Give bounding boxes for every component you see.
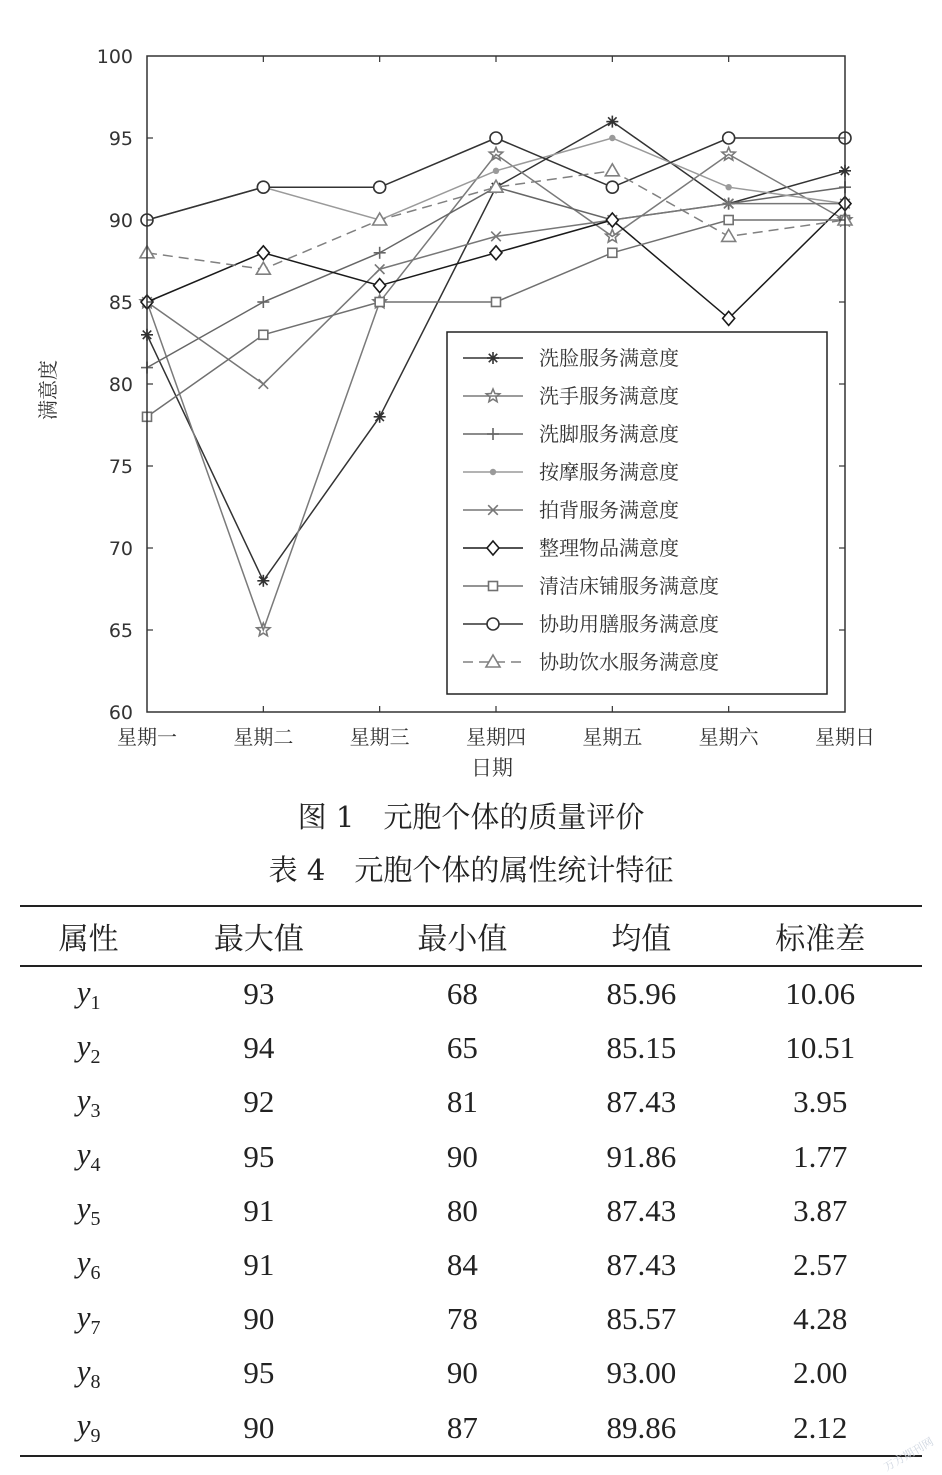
data-point	[605, 164, 619, 176]
legend-marker	[490, 469, 496, 475]
cell-mean: 85.15	[606, 1030, 677, 1066]
table-row	[20, 1401, 922, 1456]
cell-min: 84	[446, 1247, 478, 1283]
variable-subscript: 8	[90, 1371, 101, 1393]
data-point	[723, 132, 735, 144]
data-point	[374, 181, 386, 193]
table-row	[20, 966, 922, 1021]
legend-label: 协助用膳服务满意度	[539, 612, 719, 636]
legend-label: 洗手服务满意度	[539, 384, 679, 408]
cell-max: 93	[243, 976, 275, 1012]
x-tick-label: 星期三	[349, 725, 410, 749]
table-row	[20, 1075, 922, 1129]
cell-attribute	[20, 1346, 157, 1400]
variable-name: $y_8$	[76, 1352, 101, 1393]
cell-std: 1.77	[793, 1138, 848, 1174]
y-tick-label: 95	[108, 128, 133, 150]
x-tick-label: 星期日	[815, 725, 875, 749]
cell-max: 90	[243, 1409, 275, 1445]
variable-name: $y_2$	[76, 1027, 101, 1068]
y-tick-label: 85	[108, 292, 133, 314]
cell-mean: 89.86	[606, 1409, 677, 1445]
x-tick-label: 星期四	[466, 725, 526, 749]
data-point	[374, 411, 386, 423]
data-point	[490, 132, 502, 144]
x-axis-label: 日期	[471, 756, 513, 780]
data-point	[606, 181, 618, 193]
table-row	[20, 1346, 922, 1400]
variable-subscript: 5	[90, 1208, 101, 1231]
x-tick-label: 星期五	[582, 725, 643, 749]
legend-marker	[487, 618, 499, 630]
table-row	[20, 1184, 922, 1238]
cell-std: 3.95	[793, 1084, 848, 1120]
table-header-row	[20, 906, 922, 966]
legend-label: 整理物品满意度	[539, 536, 679, 560]
y-tick-label: 80	[108, 374, 133, 396]
statistics-table	[20, 905, 922, 1457]
cell-min: 87	[446, 1409, 478, 1445]
cell-attribute	[20, 1184, 157, 1238]
data-point	[257, 296, 269, 308]
cell-min: 65	[446, 1030, 478, 1066]
data-point	[724, 216, 733, 225]
legend-label: 清洁床铺服务满意度	[539, 574, 719, 598]
cell-min: 90	[446, 1138, 478, 1174]
cell-std: 2.57	[793, 1247, 848, 1283]
x-tick-label: 星期二	[233, 725, 294, 749]
header-min: 最小值	[417, 922, 508, 957]
data-point	[374, 279, 386, 293]
cell-std: 4.28	[793, 1301, 848, 1337]
y-axis-label: 满意度	[36, 360, 60, 420]
cell-std: 3.87	[793, 1192, 848, 1228]
cell-mean: 93.00	[606, 1355, 677, 1391]
data-point	[259, 330, 268, 339]
table-row	[20, 1292, 922, 1346]
cell-attribute	[20, 1238, 157, 1292]
cell-attribute	[20, 1401, 157, 1456]
table-row	[20, 1021, 922, 1075]
x-tick-label: 星期一	[117, 725, 177, 749]
data-point	[492, 298, 501, 307]
cell-attribute	[20, 966, 157, 1021]
variable-subscript: 2	[90, 1045, 101, 1068]
data-point	[609, 135, 615, 141]
figure-caption: 图 1 元胞个体的质量评价	[297, 800, 645, 834]
data-point	[490, 246, 502, 260]
variable-name: $y_1$	[76, 973, 101, 1014]
cell-max: 92	[243, 1084, 275, 1120]
y-tick-label: 90	[108, 210, 133, 232]
cell-mean: 87.43	[606, 1084, 677, 1120]
y-tick-label: 100	[96, 46, 133, 68]
cell-mean: 85.96	[606, 976, 677, 1012]
variable-name: $y_3$	[76, 1081, 101, 1123]
variable-subscript: 7	[90, 1316, 101, 1339]
cell-mean: 85.57	[606, 1301, 677, 1337]
cell-min: 90	[446, 1355, 478, 1391]
legend-label: 拍背服务满意度	[539, 498, 679, 522]
cell-attribute	[20, 1075, 157, 1129]
data-point	[725, 184, 731, 190]
data-point	[722, 229, 736, 241]
y-tick-label: 75	[108, 456, 133, 478]
watermark: 万方期刊网	[881, 1435, 936, 1474]
cell-std: 10.06	[785, 976, 856, 1012]
data-point	[257, 575, 269, 587]
data-point	[257, 246, 269, 260]
cell-max: 91	[243, 1247, 275, 1283]
data-point	[493, 168, 499, 174]
legend-label: 按摩服务满意度	[539, 460, 679, 484]
data-point	[257, 181, 269, 193]
header-max: 最大值	[213, 922, 304, 957]
cell-max: 95	[243, 1138, 275, 1174]
legend	[447, 332, 827, 694]
legend-label: 协助饮水服务满意度	[539, 650, 719, 674]
table-row	[20, 1130, 922, 1184]
table-caption: 表 4 元胞个体的属性统计特征	[268, 853, 674, 887]
legend-label: 洗脸服务满意度	[539, 346, 679, 370]
legend-marker	[487, 352, 499, 364]
cell-mean: 87.43	[606, 1192, 677, 1228]
variable-subscript: 9	[90, 1425, 101, 1448]
header-mean: 均值	[611, 922, 672, 957]
data-point	[375, 298, 384, 307]
table-row	[20, 1238, 922, 1292]
cell-std: 2.00	[793, 1355, 848, 1391]
y-tick-label: 65	[108, 620, 133, 642]
variable-name: $y_4$	[76, 1136, 101, 1177]
cell-mean: 87.43	[606, 1247, 677, 1283]
header-attribute: 属性	[58, 922, 119, 957]
variable-name: $y_7$	[76, 1298, 101, 1339]
cell-min: 78	[446, 1301, 478, 1337]
data-point	[608, 248, 617, 257]
variable-subscript: 1	[90, 991, 101, 1014]
cell-max: 94	[243, 1030, 275, 1066]
cell-attribute	[20, 1292, 157, 1346]
header-std: 标准差	[775, 922, 866, 957]
legend-marker	[489, 582, 498, 591]
variable-subscript: 4	[90, 1154, 101, 1177]
cell-std: 2.12	[793, 1409, 848, 1445]
x-tick-label: 星期六	[698, 725, 759, 749]
variable-name: $y_6$	[76, 1244, 101, 1285]
cell-std: 10.51	[785, 1030, 856, 1066]
variable-name: $y_9$	[76, 1407, 101, 1448]
cell-min: 80	[446, 1192, 478, 1228]
data-point	[375, 264, 385, 274]
variable-subscript: 6	[90, 1262, 101, 1285]
variable-name: $y_5$	[76, 1190, 101, 1231]
data-point	[259, 379, 269, 389]
cell-max: 90	[243, 1301, 275, 1337]
cell-attribute	[20, 1130, 157, 1184]
cell-min: 68	[446, 976, 478, 1012]
cell-attribute	[20, 1021, 157, 1075]
data-point	[606, 116, 618, 128]
data-point	[374, 247, 386, 259]
y-tick-label: 60	[108, 702, 133, 724]
cell-max: 91	[243, 1192, 275, 1228]
cell-min: 81	[446, 1084, 478, 1120]
y-tick-label: 70	[108, 538, 133, 560]
cell-max: 95	[243, 1355, 275, 1391]
variable-subscript: 3	[90, 1100, 101, 1123]
cell-mean: 91.86	[606, 1138, 677, 1174]
legend-label: 洗脚服务满意度	[539, 422, 679, 446]
